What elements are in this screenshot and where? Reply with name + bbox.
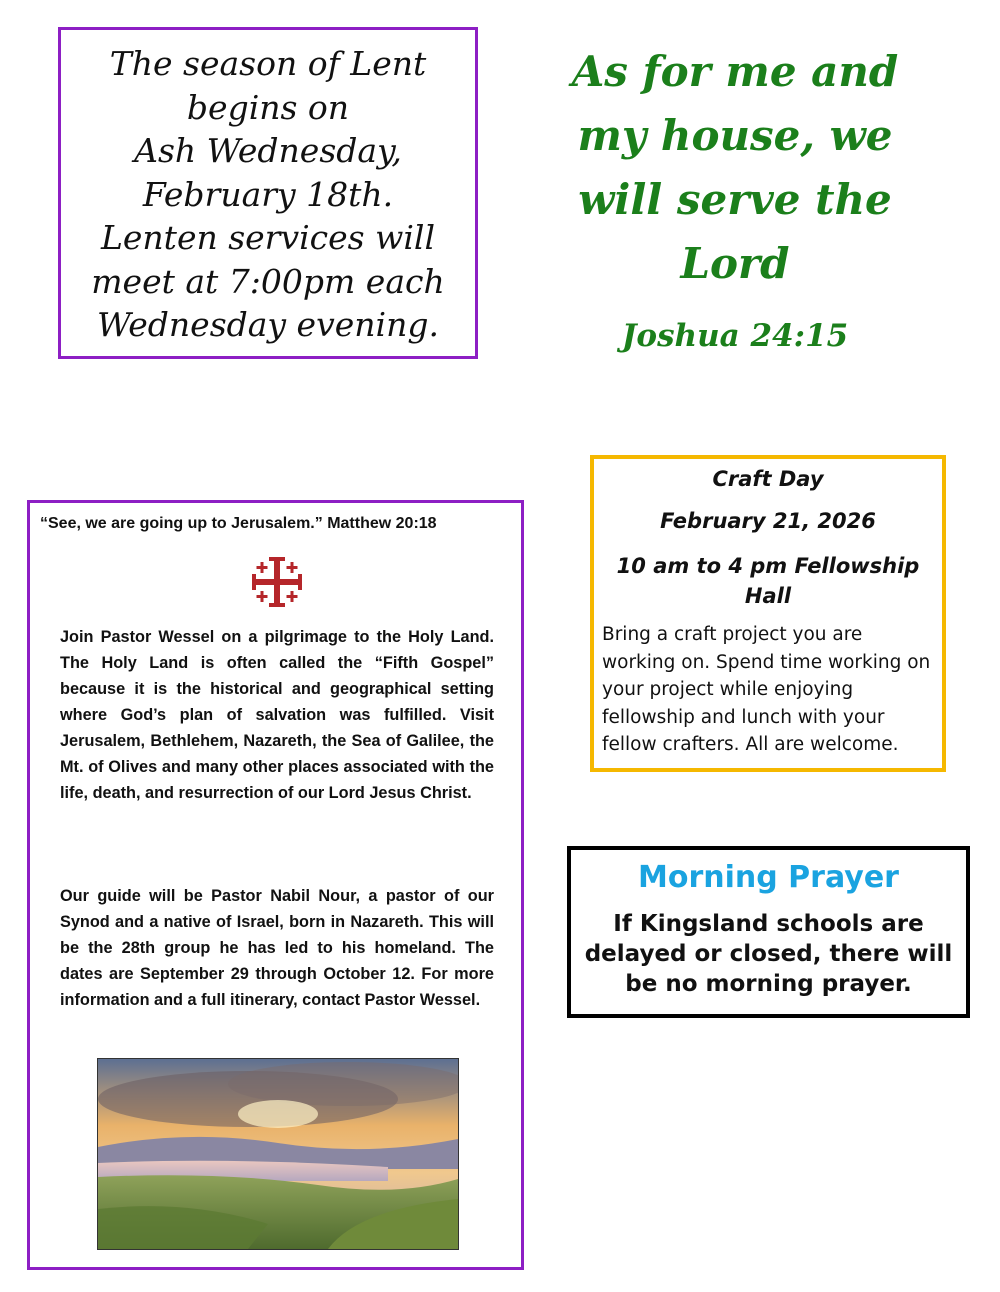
verse-line: As for me and	[571, 47, 899, 96]
craft-date: February 21, 2026	[660, 509, 876, 533]
lent-line: Lenten services will	[100, 218, 435, 257]
lent-line: meet at 7:00pm each	[91, 261, 445, 301]
lent-line: The season of Lent	[109, 44, 427, 83]
scripture-quote: “See, we are going up to Jerusalem.” Matthew 20:18	[40, 515, 437, 532]
lent-line: begins on	[186, 87, 350, 127]
craft-description: Bring a craft project you are working on. Spend time working on your project while enjoying fellowship and lunch with your fellow crafters. All are welcome.	[602, 624, 931, 755]
bible-verse	[520, 40, 950, 354]
lent-notice	[58, 27, 478, 359]
craft-day-notice	[590, 455, 946, 772]
craft-title: Craft Day	[712, 467, 824, 491]
lent-line: Ash Wednesday,	[134, 131, 402, 170]
pilgrimage-notice	[27, 500, 524, 1270]
verse-line: Lord	[680, 239, 790, 288]
lent-line: February 18th.	[142, 174, 394, 214]
sea-of-galilee-sunset-photo	[97, 1058, 459, 1250]
verse-line: will serve the	[578, 175, 892, 224]
jerusalem-cross-icon	[248, 553, 306, 611]
guide-paragraph: Our guide will be Pastor Nabil Nour, a pastor of our Synod and a native of Israel, born in Nazareth. This will be the 28th group he has led to his homeland. The dates are September 29 through October 12. For more information and a full itinerary, contact Pastor Wessel.	[60, 887, 494, 1009]
prayer-body: If Kingsland schools are delayed or closed, there will be no morning prayer.	[584, 911, 953, 997]
verse-reference: Joshua 24:15	[621, 318, 849, 354]
lent-line: Wednesday evening.	[97, 305, 439, 344]
pilgrimage-paragraph: Join Pastor Wessel on a pilgrimage to the Holy Land. The Holy Land is often called the “Fifth Gospel” because it is the historical and geographical setting where God’s plan of salvation was fulfilled. Visit Jerusalem, Bethlehem, Nazareth, the Sea of Galilee, the Mt. of Olives and many other places associated with the life, death, and resurrection of our Lord Jesus Christ.	[60, 628, 494, 802]
craft-time-location: 10 am to 4 pm Fellowship Hall	[616, 554, 920, 608]
morning-prayer-notice	[567, 846, 970, 1018]
prayer-title: Morning Prayer	[638, 860, 899, 895]
verse-line: my house, we	[577, 111, 893, 160]
